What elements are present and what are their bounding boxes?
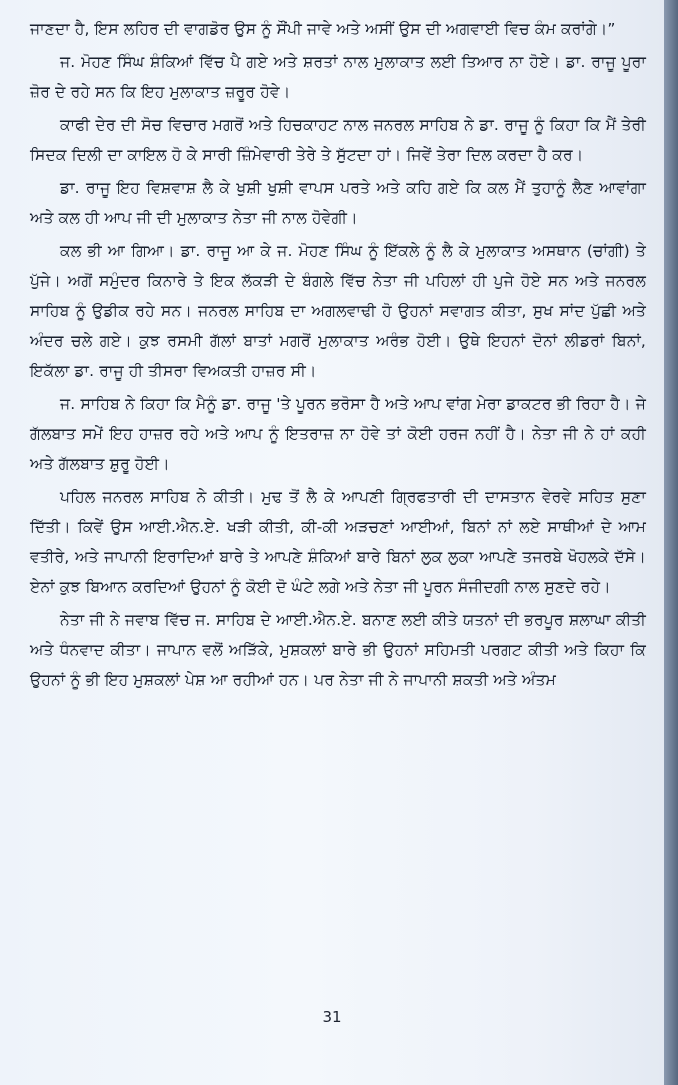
paragraph-8: ਨੇਤਾ ਜੀ ਨੇ ਜਵਾਬ ਵਿੱਚ ਜ. ਸਾਹਿਬ ਦੇ ਆਈ.ਐਨ.ਏ. ਬਨਾਣ ਲਈ ਕੀਤੇ ਯਤਨਾਂ ਦੀ ਭਰਪੂਰ ਸ਼ਲਾਘਾ ਕੀਤੀ ਅਤੇ ਧੰਨਵਾਦ ਕੀਤਾ। ਜਾਪਾਨ ਵਲੋਂ ਅੜਿੱਕੇ, ਮੁਸ਼ਕਲਾਂ ਬਾਰੇ ਭੀ ਉਹਨਾਂ ਸਹਿਮਤੀ ਪਰਗਟ ਕੀਤੀ ਅਤੇ ਕਿਹਾ ਕਿ ਉਹਨਾਂ ਨੂੰ ਭੀ ਇਹ ਮੁਸ਼ਕਲਾਂ ਪੇਸ਼ ਆ ਰਹੀਆਂ ਹਨ। ਪਰ ਨੇਤਾ ਜੀ ਨੇ ਜਾਪਾਨੀ ਸ਼ਕਤੀ ਅਤੇ ਅੰਤਮ xyxy=(30,611,646,689)
page-edge-shadow xyxy=(664,0,678,1085)
paragraph-4: ਡਾ. ਰਾਜੂ ਇਹ ਵਿਸ਼ਵਾਸ਼ ਲੈ ਕੇ ਖੁਸ਼ੀ ਖੁਸ਼ੀ ਵਾਪਸ ਪਰਤੇ ਅਤੇ ਕਹਿ ਗਏ ਕਿ ਕਲ ਮੈਂ ਤੁਹਾਨੂੰ ਲੈਣ ਆਵਾਂਗਾ ਅਤੇ ਕਲ ਹੀ ਆਪ ਜੀ ਦੀ ਮੁਲਾਕਾਤ ਨੇਤਾ ਜੀ ਨਾਲ ਹੋਵੇਗੀ। xyxy=(30,179,646,227)
paragraph-1: ਜਾਣਦਾ ਹੈ, ਇਸ ਲਹਿਰ ਦੀ ਵਾਗਡੋਰ ਉਸ ਨੂੰ ਸੌਂਪੀ ਜਾਵੇ ਅਤੇ ਅਸੀਂ ਉਸ ਦੀ ਅਗਵਾਈ ਵਿਚ ਕੰਮ ਕਰਾਂਗੇ।” xyxy=(30,20,616,38)
paragraph-6: ਜ. ਸਾਹਿਬ ਨੇ ਕਿਹਾ ਕਿ ਮੈਨੂੰ ਡਾ. ਰਾਜੂ 'ਤੇ ਪੂਰਨ ਭਰੋਸਾ ਹੈ ਅਤੇ ਆਪ ਵਾਂਗ ਮੇਰਾ ਡਾਕਟਰ ਭੀ ਰਿਹਾ ਹੈ। ਜੇ ਗੱਲਬਾਤ ਸਮੇਂ ਇਹ ਹਾਜ਼ਰ ਰਹੇ ਅਤੇ ਆਪ ਨੂੰ ਇਤਰਾਜ਼ ਨਾ ਹੋਵੇ ਤਾਂ ਕੋਈ ਹਰਜ ਨਹੀਂ ਹੈ। ਨੇਤਾ ਜੀ ਨੇ ਹਾਂ ਕਹੀ ਅਤੇ ਗੱਲਬਾਤ ਸ਼ੁਰੂ ਹੋਈ। xyxy=(30,395,646,473)
page-number: 31 xyxy=(322,1008,342,1026)
paragraph-2: ਜ. ਮੋਹਣ ਸਿੰਘ ਸ਼ੰਕਿਆਂ ਵਿੱਚ ਪੈ ਗਏ ਅਤੇ ਸ਼ਰਤਾਂ ਨਾਲ ਮੁਲਾਕਾਤ ਲਈ ਤਿਆਰ ਨਾ ਹੋਏ। ਡਾ. ਰਾਜੂ ਪੂਰਾ ਜ਼ੋਰ ਦੇ ਰਹੇ ਸਨ ਕਿ ਇਹ ਮੁਲਾਕਾਤ ਜ਼ਰੂਰ ਹੋਵੇ। xyxy=(30,53,646,101)
paragraph-7: ਪਹਿਲ ਜਨਰਲ ਸਾਹਿਬ ਨੇ ਕੀਤੀ। ਮੁਢ ਤੋਂ ਲੈ ਕੇ ਆਪਣੀ ਗ੍ਰਿਫਤਾਰੀ ਦੀ ਦਾਸਤਾਨ ਵੇਰਵੇ ਸਹਿਤ ਸੁਣਾ ਦਿੱਤੀ। ਕਿਵੇਂ ਉਸ ਆਈ.ਐਨ.ਏ. ਖੜੀ ਕੀਤੀ, ਕੀ-ਕੀ ਅੜਚਣਾਂ ਆਈਆਂ, ਬਿਨਾਂ ਨਾਂ ਲਏ ਸਾਥੀਆਂ ਦੇ ਆਮ ਵਤੀਰੇ, ਅਤੇ ਜਾਪਾਨੀ ਇਰਾਦਿਆਂ ਬਾਰੇ ਤੇ ਆਪਣੇ ਸ਼ੰਕਿਆਂ ਬਾਰੇ ਬਿਨਾਂ ਲੁਕ ਲੁਕਾ ਆਪਣੇ ਤਜਰਬੇ ਖੋਹਲਕੇ ਦੱਸੇ। ਏਨਾਂ ਕੁਝ ਬਿਆਨ ਕਰਦਿਆਂ ਉਹਨਾਂ ਨੂੰ ਕੋਈ ਦੋ ਘੰਟੇ ਲਗੇ ਅਤੇ ਨੇਤਾ ਜੀ ਪੂਰਨ ਸੰਜੀਦਗੀ ਨਾਲ ਸੁਣਦੇ ਰਹੇ। xyxy=(30,488,646,596)
paragraph-3: ਕਾਫੀ ਦੇਰ ਦੀ ਸੋਚ ਵਿਚਾਰ ਮਗਰੋਂ ਅਤੇ ਹਿਚਕਾਹਟ ਨਾਲ ਜਨਰਲ ਸਾਹਿਬ ਨੇ ਡਾ. ਰਾਜੂ ਨੂੰ ਕਿਹਾ ਕਿ ਮੈਂ ਤੇਰੀ ਸਿਦਕ ਦਿਲੀ ਦਾ ਕਾਇਲ ਹੋ ਕੇ ਸਾਰੀ ਜ਼ਿੰਮੇਵਾਰੀ ਤੇਰੇ ਤੇ ਸੁੱਟਦਾ ਹਾਂ। ਜਿਵੇਂ ਤੇਰਾ ਦਿਲ ਕਰਦਾ ਹੈ ਕਰ। xyxy=(30,116,646,164)
paragraph-5: ਕਲ ਭੀ ਆ ਗਿਆ। ਡਾ. ਰਾਜੂ ਆ ਕੇ ਜ. ਮੋਹਣ ਸਿੰਘ ਨੂੰ ਇੱਕਲੇ ਨੂੰ ਲੈ ਕੇ ਮੁਲਾਕਾਤ ਅਸਥਾਨ (ਚਾਂਗੀ) ਤੇ ਪੁੱਜੇ। ਅਗੋਂ ਸਮੁੰਦਰ ਕਿਨਾਰੇ ਤੇ ਇਕ ਲੱਕੜੀ ਦੇ ਬੰਗਲੇ ਵਿੱਚ ਨੇਤਾ ਜੀ ਪਹਿਲਾਂ ਹੀ ਪੁਜੇ ਹੋਏ ਸਨ ਅਤੇ ਜਨਰਲ ਸਾਹਿਬ ਨੂੰ ਉਡੀਕ ਰਹੇ ਸਨ। ਜਨਰਲ ਸਾਹਿਬ ਦਾ ਅਗਲਵਾਢੀ ਹੋ ਉਹਨਾਂ ਸਵਾਗਤ ਕੀਤਾ, ਸੁਖ ਸਾਂਦ ਪੁੱਛੀ ਅਤੇ ਅੰਦਰ ਚਲੇ ਗਏ। ਕੁਝ ਰਸਮੀ ਗੱਲਾਂ ਬਾਤਾਂ ਮਗਰੋਂ ਮੁਲਾਕਾਤ ਅਰੰਭ ਹੋਈ। ਉਥੇ ਇਹਨਾਂ ਦੋਨਾਂ ਲੀਡਰਾਂ ਬਿਨਾਂ, ਇਕੱਲਾ ਡਾ. ਰਾਜੂ ਹੀ ਤੀਸਰਾ ਵਿਅਕਤੀ ਹਾਜ਼ਰ ਸੀ। xyxy=(30,242,646,380)
page-body-text xyxy=(30,14,646,698)
